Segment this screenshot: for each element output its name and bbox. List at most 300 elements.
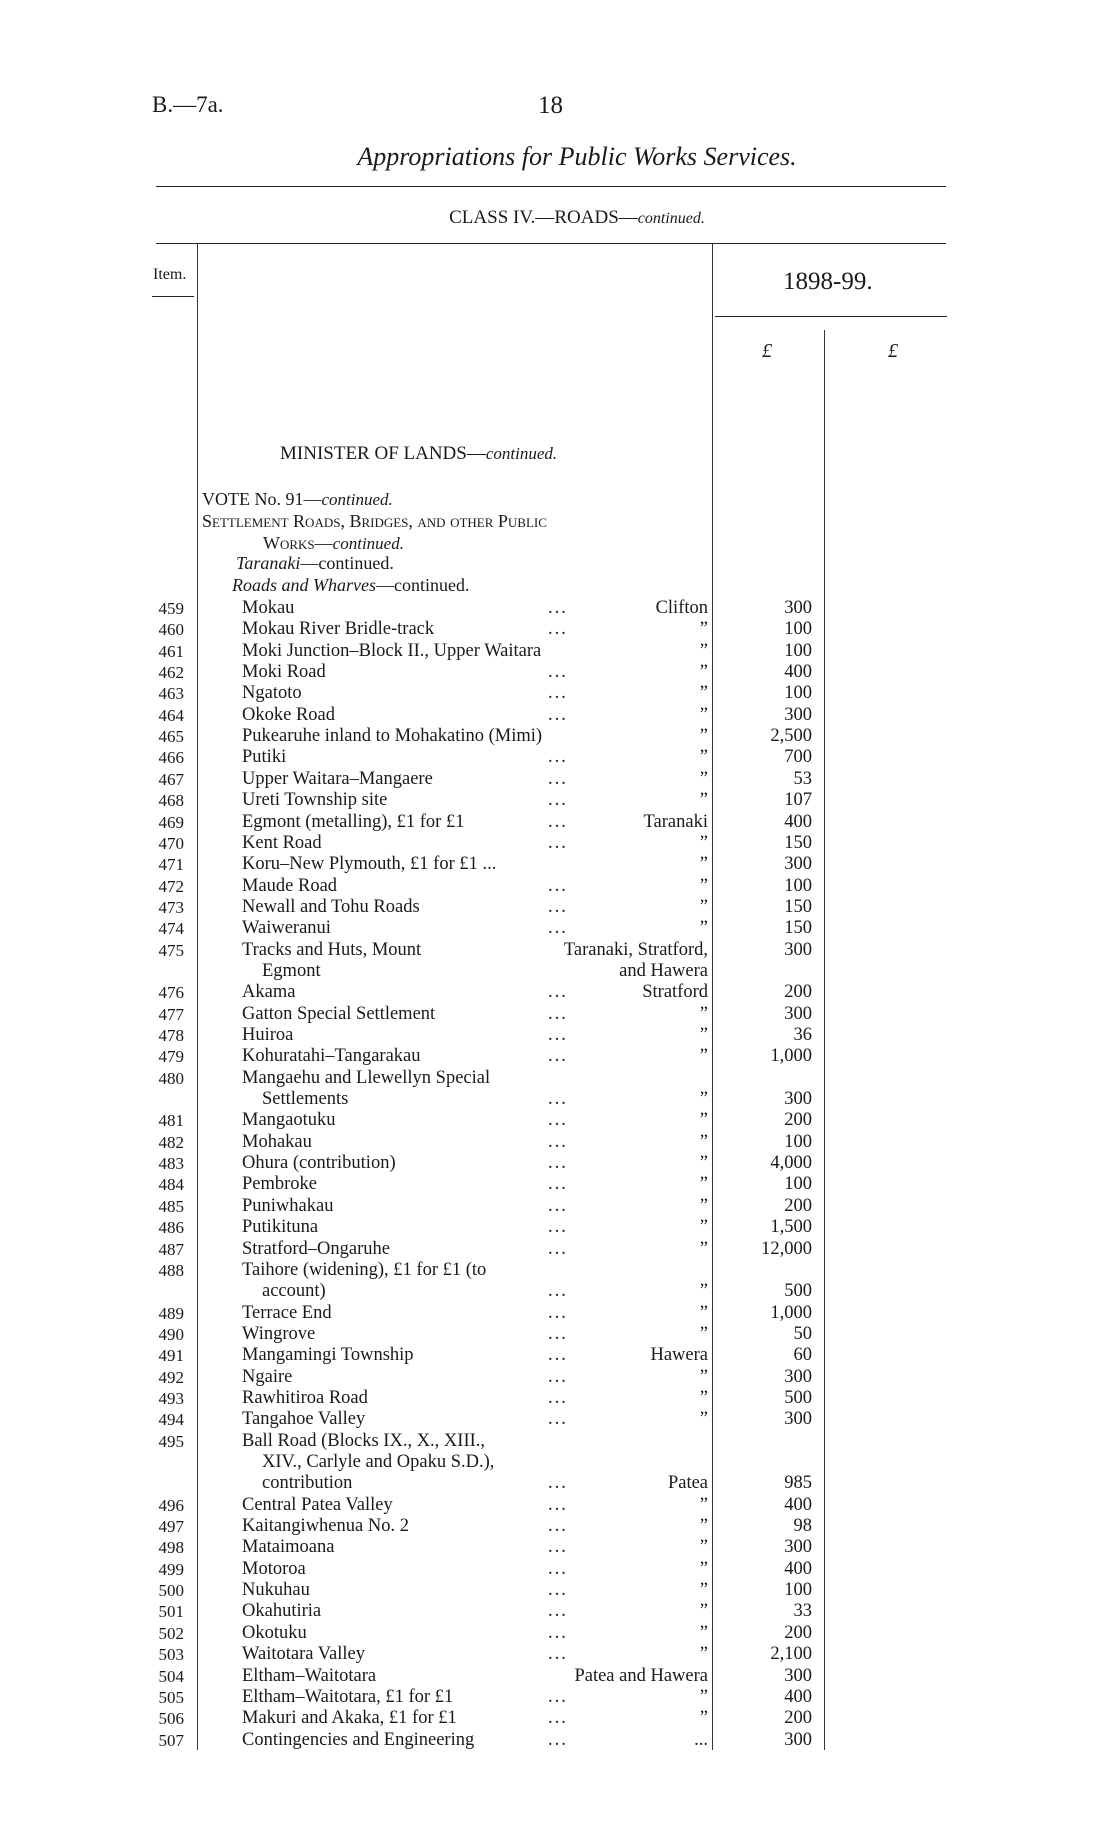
item-number: 459: [158, 599, 184, 618]
table-row: [0, 1730, 1114, 1751]
item-description: Nukuhau: [242, 1580, 310, 1601]
leader-dots: ...: [548, 1238, 568, 1259]
description-continuation: Egmont: [262, 960, 321, 981]
leader-dots: ...: [548, 1323, 568, 1344]
district-name: Clifton: [655, 598, 708, 618]
table-row: [0, 683, 1114, 704]
amount: 400: [784, 662, 812, 683]
item-number: 490: [158, 1324, 184, 1344]
table-row: [0, 1708, 1114, 1729]
item-number: 502: [158, 1623, 184, 1643]
title-rule: [156, 186, 946, 187]
district-name: ”: [699, 1686, 708, 1707]
table-row: [0, 619, 1114, 640]
item-number: 469: [158, 812, 184, 832]
table-row: [0, 1260, 1114, 1281]
amount: 150: [784, 918, 812, 939]
item-number: 503: [158, 1645, 184, 1665]
table-row: [0, 641, 1114, 662]
leader-dots: ...: [548, 768, 568, 789]
amount: 150: [784, 832, 812, 853]
item-number: 472: [158, 876, 184, 896]
district-name: ”: [699, 1494, 708, 1515]
amount: 53: [793, 768, 812, 789]
leader-dots: ...: [548, 875, 568, 896]
leader-dots: ...: [548, 1281, 568, 1302]
item-description: Eltham–Waitotara: [242, 1665, 377, 1686]
item-description: Moki Road: [242, 662, 326, 683]
leader-dots: ...: [548, 704, 568, 725]
item-description: Okoke Road: [242, 704, 335, 725]
table-row: [0, 1324, 1114, 1345]
table-row: [0, 1559, 1114, 1580]
item-number: 476: [158, 983, 184, 1003]
district-name: ”: [699, 683, 708, 704]
item-description: Mohakau: [242, 1131, 312, 1152]
table-row: [0, 1367, 1114, 1388]
item-number: 505: [158, 1687, 184, 1707]
leader-dots: ...: [548, 1025, 568, 1045]
amount: 200: [784, 1110, 812, 1131]
amount: 300: [784, 598, 812, 618]
item-number: 495: [158, 1431, 184, 1451]
district-name: ”: [699, 662, 708, 683]
district-name: ”: [699, 1537, 708, 1558]
table-row: [0, 1196, 1114, 1217]
table-row: [0, 982, 1114, 1003]
amount: 400: [784, 811, 812, 832]
table-row: [0, 854, 1114, 875]
item-description: Huiroa: [242, 1025, 294, 1045]
item-description: Central Patea Valley: [242, 1494, 393, 1515]
district-name: ”: [699, 1644, 708, 1665]
item-description: Koru–New Plymouth, £1 for £1 ...: [242, 854, 497, 875]
vote-cont: continued.: [321, 490, 393, 509]
leader-dots: ...: [548, 1686, 568, 1707]
amount: 400: [784, 1686, 812, 1707]
district-name: Hawera: [650, 1345, 708, 1366]
amount: 107: [784, 790, 812, 811]
item-number: 470: [158, 833, 184, 853]
item-number: 463: [158, 684, 184, 704]
category-heading: [232, 575, 469, 596]
item-number: 497: [158, 1517, 184, 1537]
table-row: [0, 1431, 1114, 1452]
table-row: [0, 1110, 1114, 1131]
item-number: 489: [158, 1303, 184, 1323]
item-number: 496: [158, 1495, 184, 1515]
district-name: ”: [699, 1366, 708, 1387]
district-name: ”: [699, 1516, 708, 1537]
table-top-rule: [156, 243, 946, 244]
amount: 200: [784, 1195, 812, 1216]
district-name: ”: [699, 875, 708, 896]
table-row: [0, 1601, 1114, 1622]
item-description: Pembroke: [242, 1174, 318, 1195]
item-description: Mokau: [242, 598, 295, 618]
item-description: Waitotara Valley: [242, 1644, 365, 1665]
amount: 36: [793, 1025, 812, 1045]
leader-dots: ...: [548, 1110, 568, 1131]
item-number: 482: [158, 1132, 184, 1152]
table-row: [0, 1174, 1114, 1195]
item-number: 468: [158, 791, 184, 811]
table-row: [0, 1516, 1114, 1537]
amount: 100: [784, 1174, 812, 1195]
amount: 300: [784, 1089, 812, 1110]
district-name: Patea: [667, 1473, 708, 1494]
table-row: [0, 876, 1114, 897]
item-description: Ohura (contribution): [242, 1153, 396, 1174]
table-row: [0, 1537, 1114, 1558]
item-number: 487: [158, 1239, 184, 1259]
item-header-rule: [152, 296, 194, 297]
item-description: Pukearuhe inland to Mohakatino (Mimi): [242, 726, 543, 747]
district-name: ”: [699, 790, 708, 811]
table-row: [0, 769, 1114, 790]
leader-dots: ...: [548, 1131, 568, 1152]
district-name: ”: [699, 1110, 708, 1131]
leader-dots: ...: [548, 811, 568, 832]
table-row: [0, 1473, 1114, 1494]
item-description: Mangamingi Township: [242, 1345, 414, 1366]
amount: 100: [784, 619, 812, 640]
leader-dots: ...: [548, 747, 568, 768]
district-name: ...: [694, 1729, 708, 1750]
district-name: ”: [699, 1003, 708, 1024]
district-name: ”: [699, 1238, 708, 1259]
item-description: Kaitangiwhenua No. 2: [242, 1516, 409, 1537]
item-description: Ball Road (Blocks IX., X., XIII.,: [242, 1430, 486, 1451]
item-description: Ngaire: [242, 1366, 293, 1387]
district-name: ”: [699, 1622, 708, 1643]
amount: 100: [784, 875, 812, 896]
amount: 98: [793, 1516, 812, 1537]
district-name: ”: [699, 1580, 708, 1601]
class-heading-cont: continued.: [637, 210, 705, 227]
table-row: [0, 918, 1114, 939]
leader-dots: ...: [548, 683, 568, 704]
item-number: 486: [158, 1218, 184, 1238]
district-name: Stratford: [642, 982, 708, 1003]
item-description: Tangahoe Valley: [242, 1409, 366, 1430]
item-description: Terrace End: [242, 1302, 332, 1323]
leader-dots: ...: [548, 1195, 568, 1216]
table-row: [0, 940, 1114, 961]
table-row: [0, 747, 1114, 768]
amount: 100: [784, 683, 812, 704]
leader-dots: ...: [548, 896, 568, 917]
item-description: Mataimoana: [242, 1537, 335, 1558]
item-number: 478: [158, 1026, 184, 1045]
leader-dots: ...: [548, 1601, 568, 1622]
leader-dots: ...: [548, 1089, 568, 1110]
table-row: [0, 1025, 1114, 1046]
leader-dots: ...: [548, 1217, 568, 1238]
item-description: Ngatoto: [242, 683, 302, 704]
item-description: Tracks and Huts, Mount: [242, 939, 422, 960]
leader-dots: ...: [548, 1622, 568, 1643]
district-name: ”: [699, 1708, 708, 1729]
amount: 300: [784, 1366, 812, 1387]
amount: 500: [784, 1387, 812, 1408]
page-number: 18: [538, 92, 563, 119]
amount: 1,000: [770, 1046, 812, 1067]
table-row: [0, 1281, 1114, 1302]
table-row: [0, 1217, 1114, 1238]
table-row: [0, 790, 1114, 811]
district-name: Taranaki, Stratford,: [563, 939, 708, 960]
table-row: [0, 1495, 1114, 1516]
minister-text: MINISTER OF LANDS—: [280, 443, 486, 464]
district-name: ”: [699, 1302, 708, 1323]
table-row: [0, 1004, 1114, 1025]
pound-sign-column-1: £: [762, 340, 772, 362]
item-description: Maude Road: [242, 875, 338, 896]
item-description: Mangaotuku: [242, 1110, 336, 1131]
amount: 300: [784, 939, 812, 960]
table-row: [0, 726, 1114, 747]
amount: 200: [784, 982, 812, 1003]
table-row: [0, 1388, 1114, 1409]
leader-dots: ...: [548, 662, 568, 683]
table-row: [0, 705, 1114, 726]
table-row: [0, 1303, 1114, 1324]
table-row: [0, 1623, 1114, 1644]
amount: 400: [784, 1494, 812, 1515]
item-number: 484: [158, 1175, 184, 1195]
item-description: Ureti Township site: [242, 790, 388, 811]
district-name: ”: [699, 1153, 708, 1174]
district-name: ”: [699, 1601, 708, 1622]
item-number: 501: [158, 1602, 184, 1622]
leader-dots: ...: [548, 1174, 568, 1195]
item-description: Taihore (widening), £1 for £1 (to: [242, 1259, 487, 1280]
item-description: Putikituna: [242, 1217, 319, 1238]
table-row: [0, 1644, 1114, 1665]
category-cont: —continued.: [375, 575, 470, 595]
table-row: [0, 1666, 1114, 1687]
pound-sign-column-2: £: [888, 340, 898, 362]
district-name: ”: [699, 726, 708, 747]
district-name: ”: [699, 1174, 708, 1195]
amount: 500: [784, 1281, 812, 1302]
amount: 1,500: [770, 1217, 812, 1238]
amount: 300: [784, 1729, 812, 1750]
item-description: Putiki: [242, 747, 287, 768]
item-description: Mokau River Bridle-track: [242, 619, 435, 640]
leader-dots: ...: [548, 1409, 568, 1430]
leader-dots: ...: [548, 982, 568, 1003]
leader-dots: ...: [548, 1387, 568, 1408]
table-row: [0, 1068, 1114, 1089]
leader-dots: ...: [548, 1729, 568, 1750]
district-name: ”: [699, 619, 708, 640]
amount: 200: [784, 1708, 812, 1729]
item-number: 481: [158, 1111, 184, 1131]
item-number: 499: [158, 1559, 184, 1579]
leader-dots: ...: [548, 1558, 568, 1579]
item-number: 506: [158, 1709, 184, 1729]
table-row: [0, 1345, 1114, 1366]
page-title: Appropriations for Public Works Services.: [357, 142, 797, 171]
item-description: Moki Junction–Block II., Upper Waitara: [242, 640, 542, 661]
district-name: ”: [699, 832, 708, 853]
amount: 60: [793, 1345, 812, 1366]
leader-dots: ...: [548, 1003, 568, 1024]
table-row: [0, 812, 1114, 833]
item-description: Rawhitiroa Road: [242, 1387, 368, 1408]
item-column-header: Item.: [153, 266, 187, 283]
district-name: Patea and Hawera: [574, 1665, 708, 1686]
leader-dots: ...: [548, 790, 568, 811]
minister-cont: continued.: [485, 444, 558, 463]
amount: 300: [784, 854, 812, 875]
item-number: 466: [158, 748, 184, 768]
district-name: ”: [699, 1387, 708, 1408]
amount: 4,000: [770, 1153, 812, 1174]
amount: 300: [784, 1003, 812, 1024]
vote-heading: [202, 489, 393, 510]
district-name: ”: [699, 1131, 708, 1152]
amount: 100: [784, 1580, 812, 1601]
table-row: [0, 1046, 1114, 1067]
district-name: Taranaki: [236, 553, 301, 573]
item-number: 500: [158, 1581, 184, 1601]
item-description: Newall and Tohu Roads: [242, 896, 420, 917]
item-number: 479: [158, 1047, 184, 1067]
item-description: Upper Waitara–Mangaere: [242, 768, 433, 789]
table-row: [0, 897, 1114, 918]
table-row: [0, 598, 1114, 619]
district-name: ”: [699, 704, 708, 725]
subheading-works: Works—: [263, 533, 333, 553]
amount: 400: [784, 1558, 812, 1579]
amount: 2,100: [770, 1644, 812, 1665]
leader-dots: ...: [548, 1580, 568, 1601]
item-number: 460: [158, 620, 184, 640]
leader-dots: ...: [548, 1153, 568, 1174]
leader-dots: ...: [548, 1366, 568, 1387]
amount: 100: [784, 640, 812, 661]
category-name: Roads and Wharves: [232, 575, 376, 595]
amount: 300: [784, 1665, 812, 1686]
year-column-header: 1898-99.: [783, 268, 873, 295]
item-description: Okahutiria: [242, 1601, 322, 1622]
leader-dots: ...: [548, 1046, 568, 1067]
district-name: ”: [699, 1025, 708, 1045]
leader-dots: ...: [548, 832, 568, 853]
district-name: ”: [699, 1323, 708, 1344]
minister-heading: [280, 443, 557, 465]
page-reference: B.—7a.: [152, 92, 224, 117]
district-name: ”: [699, 1089, 708, 1110]
amount: 100: [784, 1131, 812, 1152]
amount: 50: [793, 1323, 812, 1344]
leader-dots: ...: [548, 1537, 568, 1558]
item-number: 504: [158, 1666, 184, 1686]
item-number: 467: [158, 769, 184, 789]
district-name: ”: [699, 896, 708, 917]
year-header-rule: [715, 316, 947, 317]
district-name: ”: [699, 1281, 708, 1302]
item-description: Waiweranui: [242, 918, 331, 939]
item-description: Kohuratahi–Tangarakau: [242, 1046, 421, 1067]
item-number: 464: [158, 705, 184, 725]
item-number: 465: [158, 727, 184, 747]
item-number: 491: [158, 1346, 184, 1366]
district-name: ”: [699, 768, 708, 789]
leader-dots: ...: [548, 1345, 568, 1366]
leader-dots: ...: [548, 1302, 568, 1323]
table-row: [0, 1089, 1114, 1110]
item-description: Contingencies and Engineering: [242, 1729, 475, 1750]
table-row: [0, 1132, 1114, 1153]
item-description: Akama: [242, 982, 296, 1003]
item-description: Eltham–Waitotara, £1 for £1: [242, 1686, 454, 1707]
table-row: [0, 1452, 1114, 1473]
table-row: [0, 961, 1114, 982]
item-number: 483: [158, 1154, 184, 1174]
district-cont: —continued.: [300, 553, 394, 573]
amount: 33: [793, 1601, 812, 1622]
subheading-line-1: Settlement Roads, Bridges, and other Public: [202, 511, 547, 531]
leader-dots: ...: [548, 1516, 568, 1537]
item-description: Egmont (metalling), £1 for £1: [242, 811, 465, 832]
item-description: Gatton Special Settlement: [242, 1003, 436, 1024]
leader-dots: ...: [548, 1708, 568, 1729]
item-description: Kent Road: [242, 832, 322, 853]
description-continuation: contribution: [262, 1473, 353, 1494]
description-continuation: XIV., Carlyle and Opaku S.D.),: [262, 1452, 495, 1472]
leader-dots: ...: [548, 1473, 568, 1494]
leader-dots: ...: [548, 1644, 568, 1665]
item-description: Makuri and Akaka, £1 for £1: [242, 1708, 457, 1729]
item-number: 492: [158, 1367, 184, 1387]
amount: 200: [784, 1622, 812, 1643]
item-number: 485: [158, 1196, 184, 1216]
item-description: Motoroa: [242, 1558, 306, 1579]
district-heading: [236, 553, 394, 574]
amount: 12,000: [761, 1238, 812, 1259]
amount: 300: [784, 1409, 812, 1430]
table-row: [0, 1153, 1114, 1174]
amount: 300: [784, 1537, 812, 1558]
class-heading-text: CLASS IV.—ROADS—: [449, 207, 638, 228]
item-description: Okotuku: [242, 1622, 307, 1643]
district-name: ”: [699, 747, 708, 768]
district-name: ”: [699, 640, 708, 661]
district-name: ”: [699, 1195, 708, 1216]
item-number: 507: [158, 1730, 184, 1750]
district-name: Taranaki: [643, 811, 708, 832]
amount: 1,000: [770, 1302, 812, 1323]
table-row: [0, 1239, 1114, 1260]
item-description: Puniwhakau: [242, 1195, 334, 1216]
amount: 985: [784, 1473, 812, 1494]
item-number: 475: [158, 940, 184, 960]
district-name: ”: [699, 918, 708, 939]
item-number: 498: [158, 1538, 184, 1558]
class-heading: [0, 207, 1114, 229]
table-row: [0, 662, 1114, 683]
item-number: 494: [158, 1410, 184, 1430]
item-number: 488: [158, 1260, 184, 1280]
leader-dots: ...: [548, 1494, 568, 1515]
item-number: 473: [158, 897, 184, 917]
amount: 150: [784, 896, 812, 917]
district-name: ”: [699, 1046, 708, 1067]
